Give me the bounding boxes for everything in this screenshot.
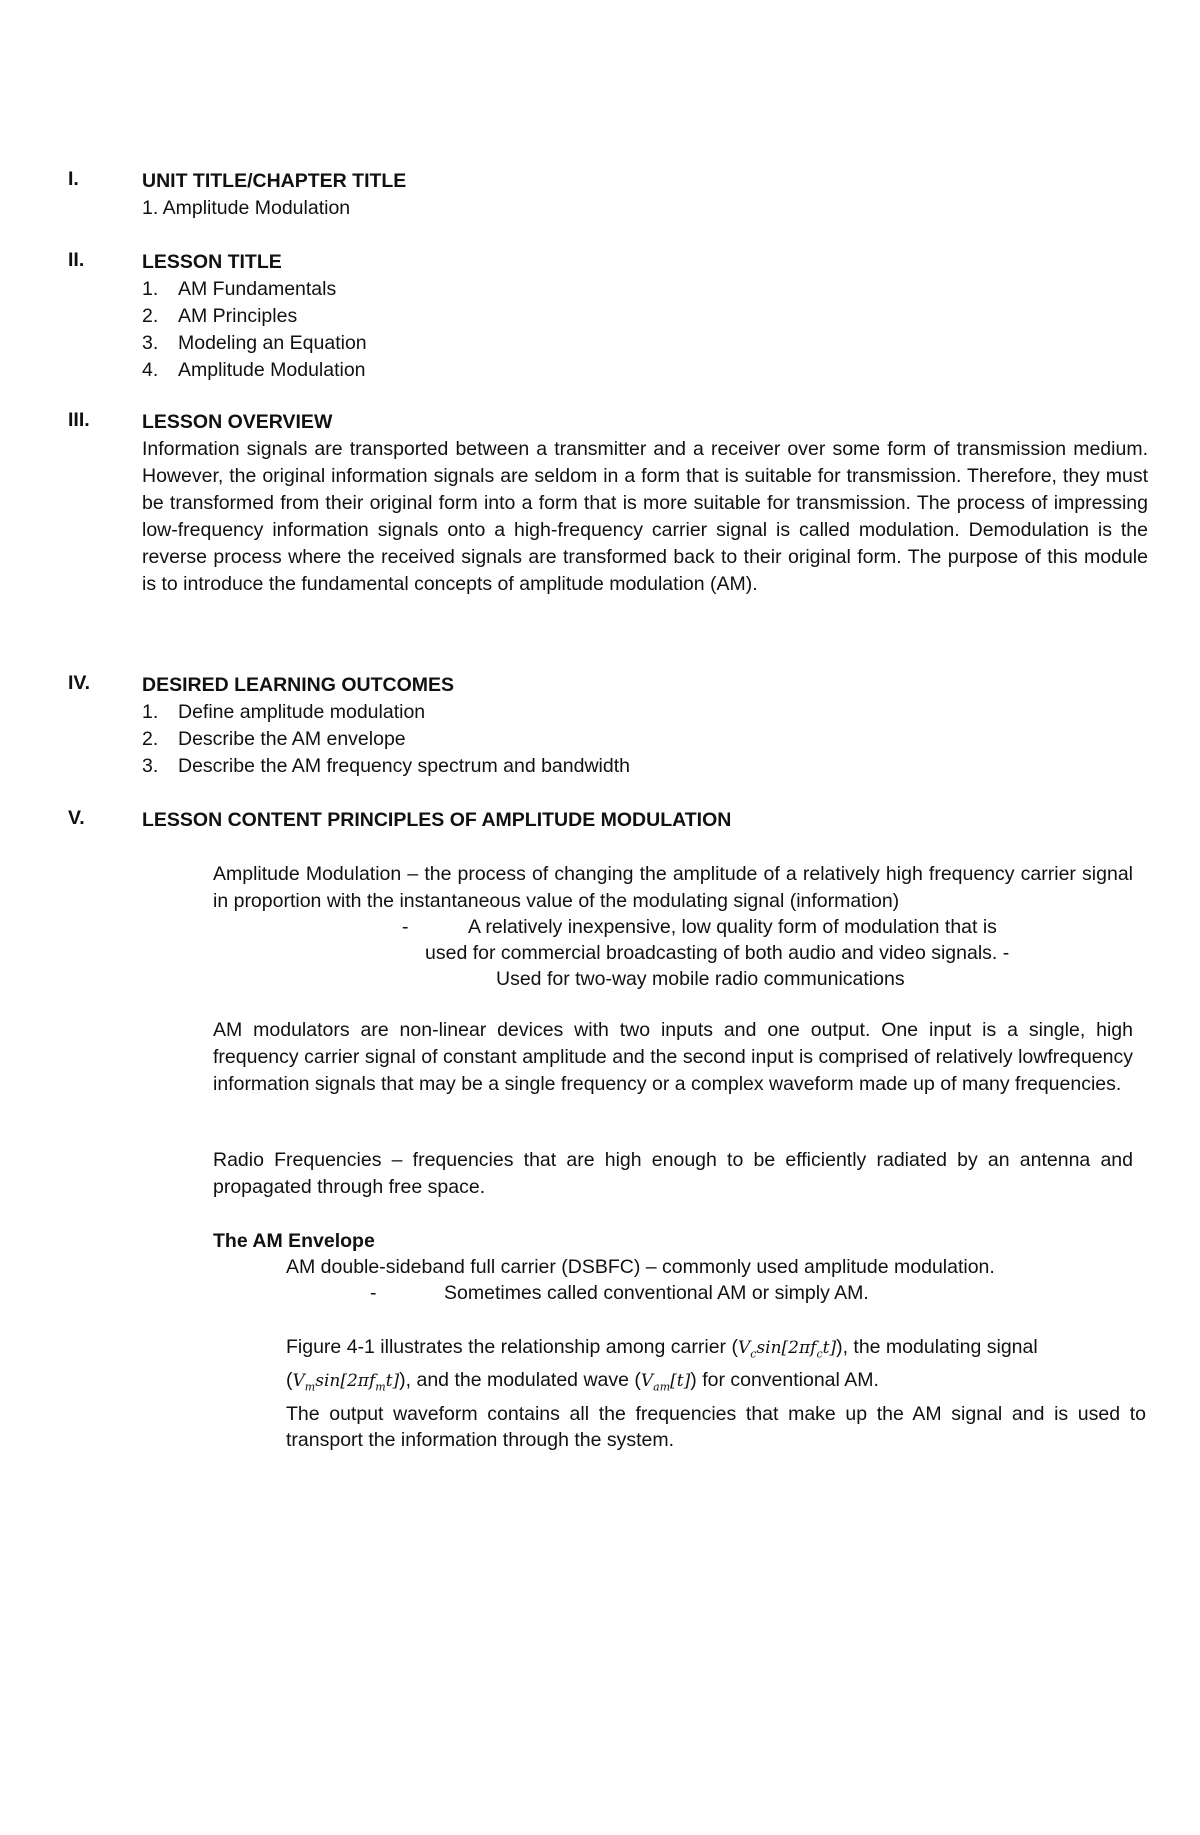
section-heading: DESIRED LEARNING OUTCOMES bbox=[142, 674, 455, 696]
section-heading: UNIT TITLE/CHAPTER TITLE bbox=[142, 170, 407, 192]
section-4 bbox=[68, 672, 1148, 780]
section-numeral: I. bbox=[68, 168, 79, 190]
dash-marker: - bbox=[402, 916, 409, 938]
output-paragraph: The output waveform contains all the frequencies that make up the AM signal and is used to transport the information through the system. bbox=[286, 1402, 1146, 1451]
list-item: 2. AM Principles bbox=[142, 305, 298, 327]
section-5 bbox=[68, 807, 1148, 834]
radio-frequencies-paragraph: Radio Frequencies – frequencies that are high enough to be efficiently radiated by an antenna and propagated through free space. bbox=[213, 1149, 1133, 1198]
section-1 bbox=[68, 168, 1148, 222]
bullet-item-continued: used for commercial broadcasting of both audio and video signals. - bbox=[425, 942, 1010, 964]
am-envelope-heading: The AM Envelope bbox=[213, 1230, 375, 1252]
am-definition: Amplitude Modulation – the process of changing the amplitude of a relatively high frequency carrier signal in proportion with the instantaneous value of the modulating signal (information) bbox=[213, 863, 1133, 912]
outcomes-list bbox=[142, 699, 1148, 780]
list-item: 2. Describe the AM envelope bbox=[142, 728, 406, 750]
list-item: 3. Describe the AM frequency spectrum and bandwidth bbox=[142, 755, 630, 777]
list-item: 1. Define amplitude modulation bbox=[142, 701, 426, 723]
list-item: 1. Amplitude Modulation bbox=[142, 197, 351, 219]
modulating-expression: $V_m\sin[2\pi f_mt]$ bbox=[292, 1371, 400, 1394]
list-item: 4. Amplitude Modulation bbox=[142, 359, 366, 381]
bullet-list bbox=[400, 914, 1150, 992]
section-3 bbox=[68, 409, 1148, 598]
envelope-block bbox=[286, 1254, 1146, 1306]
section-numeral: II. bbox=[68, 249, 85, 271]
section-heading: LESSON OVERVIEW bbox=[142, 411, 333, 433]
carrier-expression: $V_c\sin[2\pi f_ct]$ bbox=[737, 1338, 837, 1361]
am-modulators-paragraph: AM modulators are non-linear devices with two inputs and one output. One input is a single, high frequency carrier signal of constant amplitude and the second input is comprised of relatively lowfrequency information signals that may be a single frequency or a complex waveform made up of many frequencies. bbox=[213, 1019, 1133, 1095]
section-numeral: III. bbox=[68, 409, 90, 431]
figure-line-1: Figure 4-1 illustrates the relationship among carrier $(V_c\sin[2\pi f_ct])$, the modulating signal bbox=[286, 1336, 1038, 1361]
list-item: 3. Modeling an Equation bbox=[142, 332, 367, 354]
figure-description bbox=[286, 1334, 1146, 1453]
list-item: 1. AM Fundamentals bbox=[142, 278, 337, 300]
overview-paragraph: Information signals are transported between a transmitter and a receiver over some form of transmission medium. However, the original information signals are seldom in a form that is suitable for transmission. Therefore, they must be transformed from their original form into a form that is more suitable for transmission. The process of impressing low-frequency information signals onto a high-frequency carrier signal is called modulation. Demodulation is the reverse process where the received signals are transformed back to their original form. The purpose of this module is to introduce the fundamental concepts of amplitude modulation (AM). bbox=[142, 438, 1148, 595]
section-heading: LESSON TITLE bbox=[142, 251, 282, 273]
section-heading: LESSON CONTENT PRINCIPLES OF AMPLITUDE MODULATION bbox=[142, 809, 732, 831]
section-2 bbox=[68, 249, 1148, 384]
section-numeral: IV. bbox=[68, 672, 91, 694]
bullet-item: - A relatively inexpensive, low quality form of modulation that is bbox=[402, 916, 997, 938]
envelope-definition: AM double-sideband full carrier (DSBFC) – commonly used amplitude modulation. bbox=[286, 1256, 995, 1278]
figure-line-2: $(V_m\sin[2\pi f_mt])$, and the modulated wave $(V_{am}[t])$ for conventional AM. bbox=[286, 1369, 879, 1394]
modulated-expression: $V_{am}[t]$ bbox=[640, 1371, 691, 1394]
bullet-item: Used for two-way mobile radio communications bbox=[496, 968, 905, 990]
envelope-bullet: - Sometimes called conventional AM or simply AM. bbox=[370, 1282, 869, 1304]
lesson-title-list bbox=[142, 276, 1148, 384]
section-numeral: V. bbox=[68, 807, 85, 829]
